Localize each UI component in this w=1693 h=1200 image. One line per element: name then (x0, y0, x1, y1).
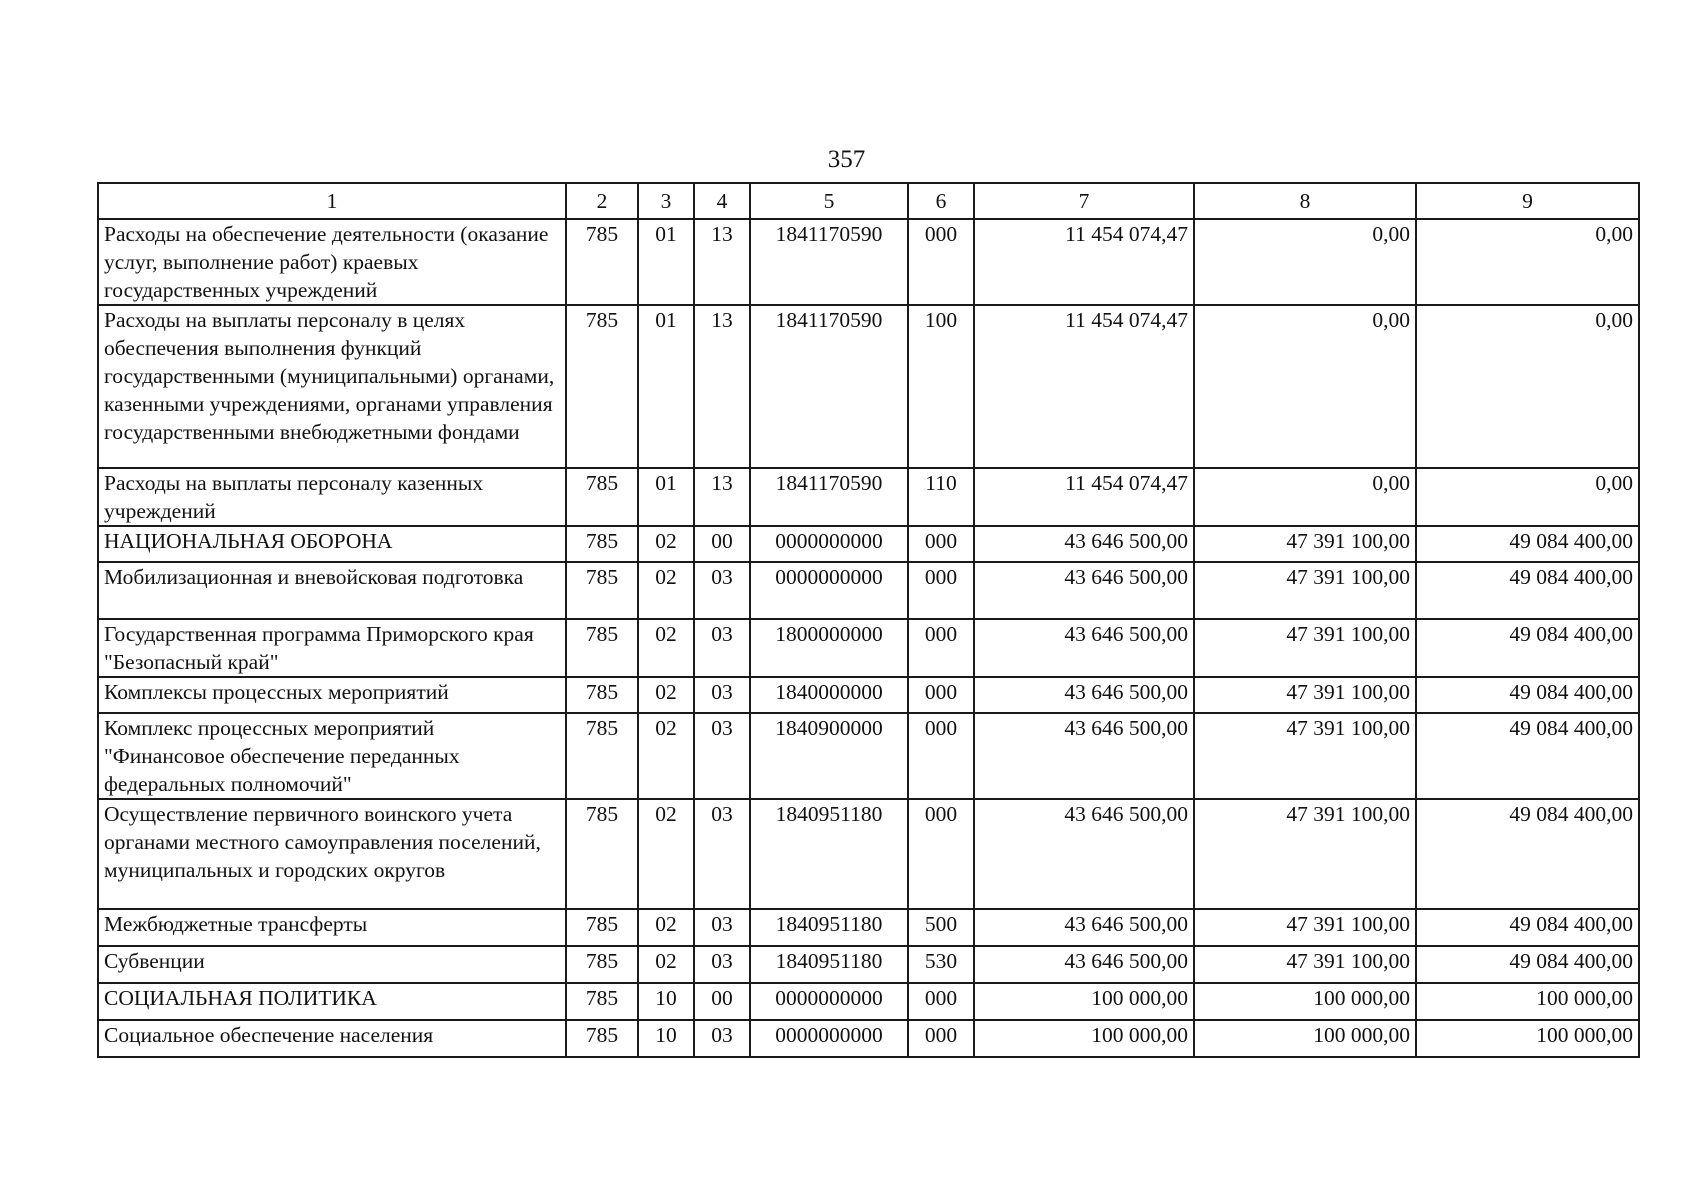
row-name: Мобилизационная и вневойсковая подготовка (98, 562, 566, 619)
header-col-2: 2 (566, 183, 638, 219)
row-amount-9: 49 084 400,00 (1416, 562, 1639, 619)
row-code-3: 02 (638, 562, 694, 619)
row-amount-9: 0,00 (1416, 468, 1639, 526)
row-code-2: 785 (566, 305, 638, 468)
header-col-3: 3 (638, 183, 694, 219)
row-code-3: 02 (638, 713, 694, 799)
row-code-2: 785 (566, 713, 638, 799)
row-name: Комплекс процессных мероприятий "Финансовое обеспечение переданных федеральных полномочий" (98, 713, 566, 799)
row-code-5: 1841170590 (750, 219, 908, 305)
table-row (98, 526, 1639, 562)
row-code-5: 1840000000 (750, 677, 908, 713)
table-body (98, 219, 1639, 1057)
header-col-1: 1 (98, 183, 566, 219)
row-code-3: 01 (638, 305, 694, 468)
row-code-4: 03 (694, 562, 750, 619)
row-code-4: 13 (694, 468, 750, 526)
row-code-4: 13 (694, 305, 750, 468)
row-code-3: 10 (638, 1020, 694, 1057)
row-code-6: 100 (908, 305, 974, 468)
row-code-5: 0000000000 (750, 983, 908, 1020)
row-code-2: 785 (566, 983, 638, 1020)
row-amount-8: 100 000,00 (1194, 983, 1416, 1020)
header-col-5: 5 (750, 183, 908, 219)
row-code-3: 10 (638, 983, 694, 1020)
table-row (98, 305, 1639, 468)
row-code-3: 02 (638, 619, 694, 677)
row-code-5: 0000000000 (750, 1020, 908, 1057)
row-amount-8: 47 391 100,00 (1194, 619, 1416, 677)
row-name: Расходы на выплаты персоналу в целях обеспечения выполнения функций государственными (муниципальными) органами, казенными учреждениями, органами управления государственными внебюджетными фондами (98, 305, 566, 468)
row-amount-8: 0,00 (1194, 219, 1416, 305)
row-amount-7: 11 454 074,47 (974, 219, 1194, 305)
row-code-6: 000 (908, 526, 974, 562)
row-amount-7: 43 646 500,00 (974, 713, 1194, 799)
table-row (98, 619, 1639, 677)
row-code-5: 0000000000 (750, 562, 908, 619)
row-code-6: 000 (908, 983, 974, 1020)
row-amount-9: 49 084 400,00 (1416, 909, 1639, 946)
row-name: Расходы на выплаты персоналу казенных учреждений (98, 468, 566, 526)
row-amount-9: 49 084 400,00 (1416, 677, 1639, 713)
row-amount-9: 49 084 400,00 (1416, 619, 1639, 677)
row-amount-8: 47 391 100,00 (1194, 526, 1416, 562)
row-name: СОЦИАЛЬНАЯ ПОЛИТИКА (98, 983, 566, 1020)
row-code-2: 785 (566, 677, 638, 713)
row-code-6: 000 (908, 562, 974, 619)
row-code-2: 785 (566, 799, 638, 909)
row-code-3: 02 (638, 946, 694, 983)
row-amount-7: 43 646 500,00 (974, 799, 1194, 909)
row-code-4: 03 (694, 619, 750, 677)
row-code-3: 01 (638, 219, 694, 305)
row-amount-9: 49 084 400,00 (1416, 526, 1639, 562)
row-amount-8: 47 391 100,00 (1194, 799, 1416, 909)
row-code-4: 03 (694, 799, 750, 909)
row-amount-8: 0,00 (1194, 305, 1416, 468)
header-col-7: 7 (974, 183, 1194, 219)
row-code-6: 000 (908, 1020, 974, 1057)
row-code-4: 03 (694, 677, 750, 713)
row-code-2: 785 (566, 562, 638, 619)
row-code-2: 785 (566, 219, 638, 305)
row-code-6: 110 (908, 468, 974, 526)
table-row (98, 219, 1639, 305)
row-amount-7: 100 000,00 (974, 983, 1194, 1020)
row-code-2: 785 (566, 468, 638, 526)
row-amount-7: 43 646 500,00 (974, 562, 1194, 619)
row-code-2: 785 (566, 1020, 638, 1057)
row-amount-8: 47 391 100,00 (1194, 713, 1416, 799)
header-col-4: 4 (694, 183, 750, 219)
row-amount-9: 0,00 (1416, 219, 1639, 305)
row-amount-9: 49 084 400,00 (1416, 946, 1639, 983)
row-code-5: 1841170590 (750, 305, 908, 468)
table-row (98, 468, 1639, 526)
row-amount-7: 43 646 500,00 (974, 677, 1194, 713)
row-code-4: 03 (694, 946, 750, 983)
table-row (98, 946, 1639, 983)
row-code-4: 03 (694, 1020, 750, 1057)
row-amount-7: 100 000,00 (974, 1020, 1194, 1057)
row-amount-7: 11 454 074,47 (974, 305, 1194, 468)
row-code-5: 1840900000 (750, 713, 908, 799)
row-name: Субвенции (98, 946, 566, 983)
row-code-5: 1840951180 (750, 799, 908, 909)
row-amount-7: 11 454 074,47 (974, 468, 1194, 526)
header-row (98, 183, 1639, 219)
row-code-6: 000 (908, 713, 974, 799)
row-amount-7: 43 646 500,00 (974, 619, 1194, 677)
header-col-8: 8 (1194, 183, 1416, 219)
row-code-5: 1840951180 (750, 946, 908, 983)
table-row (98, 983, 1639, 1020)
header-col-9: 9 (1416, 183, 1639, 219)
row-amount-8: 100 000,00 (1194, 1020, 1416, 1057)
row-code-4: 00 (694, 983, 750, 1020)
row-code-3: 02 (638, 799, 694, 909)
row-amount-8: 47 391 100,00 (1194, 677, 1416, 713)
page-number: 357 (827, 146, 866, 173)
row-name: Расходы на обеспечение деятельности (оказание услуг, выполнение работ) краевых государственных учреждений (98, 219, 566, 305)
row-amount-9: 100 000,00 (1416, 983, 1639, 1020)
row-code-5: 1800000000 (750, 619, 908, 677)
row-amount-8: 47 391 100,00 (1194, 909, 1416, 946)
row-code-5: 0000000000 (750, 526, 908, 562)
row-name: Межбюджетные трансферты (98, 909, 566, 946)
row-amount-8: 47 391 100,00 (1194, 946, 1416, 983)
table-row (98, 909, 1639, 946)
table-row (98, 562, 1639, 619)
row-code-4: 03 (694, 713, 750, 799)
row-code-6: 000 (908, 619, 974, 677)
header-col-6: 6 (908, 183, 974, 219)
row-code-2: 785 (566, 526, 638, 562)
row-code-2: 785 (566, 909, 638, 946)
row-code-4: 03 (694, 909, 750, 946)
table-row (98, 677, 1639, 713)
row-amount-7: 43 646 500,00 (974, 909, 1194, 946)
row-name: Осуществление первичного воинского учета органами местного самоуправления поселений, муниципальных и городских округов (98, 799, 566, 909)
row-code-3: 02 (638, 909, 694, 946)
row-name: Государственная программа Приморского края "Безопасный край" (98, 619, 566, 677)
row-code-3: 02 (638, 677, 694, 713)
row-amount-9: 49 084 400,00 (1416, 713, 1639, 799)
row-code-6: 000 (908, 677, 974, 713)
row-name: Социальное обеспечение населения (98, 1020, 566, 1057)
row-code-6: 000 (908, 799, 974, 909)
row-code-6: 500 (908, 909, 974, 946)
row-code-3: 02 (638, 526, 694, 562)
budget-table (97, 182, 1640, 1058)
row-amount-9: 49 084 400,00 (1416, 799, 1639, 909)
row-code-6: 000 (908, 219, 974, 305)
table-row (98, 713, 1639, 799)
row-amount-7: 43 646 500,00 (974, 526, 1194, 562)
row-amount-7: 43 646 500,00 (974, 946, 1194, 983)
row-name: НАЦИОНАЛЬНАЯ ОБОРОНА (98, 526, 566, 562)
table-header (98, 183, 1639, 219)
row-code-5: 1841170590 (750, 468, 908, 526)
row-name: Комплексы процессных мероприятий (98, 677, 566, 713)
row-amount-8: 0,00 (1194, 468, 1416, 526)
table-row (98, 1020, 1639, 1057)
row-amount-9: 100 000,00 (1416, 1020, 1639, 1057)
row-code-2: 785 (566, 946, 638, 983)
table-row (98, 799, 1639, 909)
row-code-6: 530 (908, 946, 974, 983)
row-code-2: 785 (566, 619, 638, 677)
row-code-3: 01 (638, 468, 694, 526)
row-amount-8: 47 391 100,00 (1194, 562, 1416, 619)
row-code-5: 1840951180 (750, 909, 908, 946)
row-code-4: 00 (694, 526, 750, 562)
row-amount-9: 0,00 (1416, 305, 1639, 468)
row-code-4: 13 (694, 219, 750, 305)
